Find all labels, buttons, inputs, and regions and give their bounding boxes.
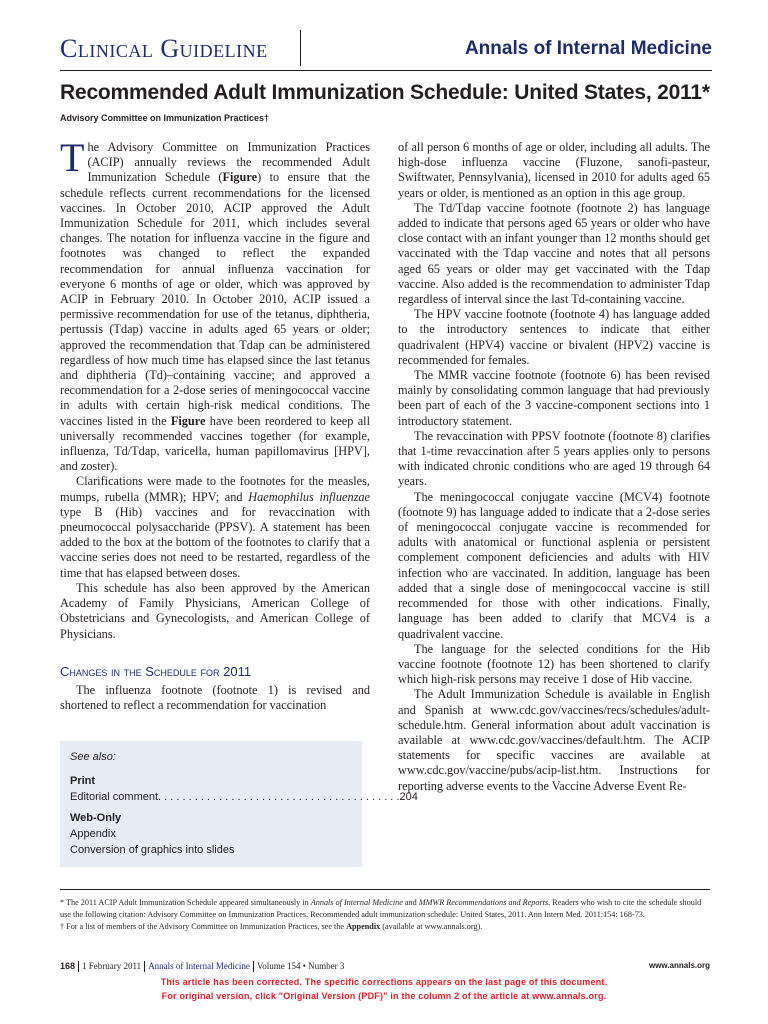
running-header xyxy=(60,30,712,72)
issue-date: 1 February 2011 xyxy=(82,961,142,971)
print-heading: Print xyxy=(70,775,96,787)
influenza-paragraph: The influenza footnote (footnote 1) is revised and shortened to reflect a recommendation for vaccination xyxy=(60,682,370,713)
clarifications-paragraph: Clarifications were made to the footnotes for the measles, mumps, rubella (MMR); HPV; and Haemophilus influenzae type B (Hib) vaccines and for revaccination with pneumococcal polysaccharide (PPSV). A statement has been added to the box at the bottom of the footnotes to clarify that a vaccine series does not need to be restarted, regardless of the time that has elapsed between doses. xyxy=(60,474,370,580)
see-also-label: See also: xyxy=(70,751,116,763)
paragraph: The MMR vaccine footnote (footnote 6) has been revised mainly by consolidating common language that had previously been part of each of the 3 vaccine-component sections into 1 introductory statement. xyxy=(398,368,710,428)
page-number: 168 xyxy=(60,961,76,971)
paragraph: of all person 6 months of age or older, including all adults. The high-dose influenza vaccine (Fluzone, sanofi-pasteur, Swiftwater, Pennsylvania), licensed in 2010 for adults aged 65 years or older, is mentioned as an option in this age group. xyxy=(398,140,710,200)
volume-number: Volume 154 • Number 3 xyxy=(256,961,345,971)
correction-notice: This article has been corrected. The specific corrections appears on the last page of this document. xyxy=(160,977,608,987)
paragraph: The HPV vaccine footnote (footnote 4) has language added to the introductory sentences to indicate that either quadrivalent (HPV4) vaccine or bivalent (HPV2) vaccine is recommended for females. xyxy=(398,307,710,367)
paragraph: The meningococcal conjugate vaccine (MCV4) footnote (footnote 9) has language added to indicate that a 2-dose series of meningococcal conjugate vaccine is recommended for adults with anatomical or functional asplenia or persistent complement component deficiencies and adults with HIV infection who are vaccinated. In addition, language has been added that a single dose of meningococcal vaccine is still recommended for those with other indications. Finally, language has been added to clarify that MCV4 is a quadrivalent vaccine. xyxy=(398,489,710,641)
paragraph: The revaccination with PPSV footnote (footnote 8) clarifies that 1-time revaccination after 5 years applies only to persons with indicated chronic conditions who are aged 19 through 64 years. xyxy=(398,428,710,489)
header-rule xyxy=(60,70,712,71)
page-footer xyxy=(60,961,710,975)
editorial-comment-link[interactable]: Editorial comment. . . . . . . . . . . . . . . . . . . . . . . . . . . . . . . . . . . . . . . . 204 xyxy=(70,791,418,803)
footnote-members: † For a list of members of the Advisory Committee on Immunization Practices, see the Appendix (available at www.annals.org). xyxy=(60,922,483,931)
see-also-box xyxy=(60,741,418,867)
appendix-link[interactable]: Appendix xyxy=(346,922,381,931)
header-divider xyxy=(300,30,301,66)
figure-link[interactable]: Figure xyxy=(170,413,206,428)
approval-paragraph: This schedule has also been approved by the American Academy of Family Physicians, American College of Obstetricians and Gynecologists, and American College of Physicians. xyxy=(60,580,370,641)
web-only-heading: Web-Only xyxy=(70,812,122,824)
appendix-link[interactable]: Appendix xyxy=(70,828,116,840)
article-byline: Advisory Committee on Immunization Practices† xyxy=(60,113,270,123)
section-heading: Changes in the Schedule for 2011 xyxy=(60,663,252,679)
paragraph: The language for the selected conditions for the Hib vaccine footnote (footnote 12) has been shortened to clarify which high-risk persons may receive 1 dose of Hib vaccine. xyxy=(398,641,710,687)
drop-cap: T xyxy=(60,135,85,180)
paragraph: The Adult Immunization Schedule is available in English and Spanish at www.cdc.gov/vaccines/recs/schedules/adult-schedule.htm. General information about adult vaccination is available at www.cdc.gov/vaccines/default.htm. The ACIP statements for specific vaccines are available at www.cdc.gov/vaccine/pubs/acip-list.htm. Instructions for reporting adverse events to the Vaccine Adverse Event Re- xyxy=(398,687,710,793)
paragraph: The Td/Tdap vaccine footnote (footnote 2) has language added to indicate that persons aged 65 years or older who have close contact with an infant younger than 12 months should get vaccinated with the Tdap vaccine and notes that all persons aged 65 years or older may get vaccinated with the Tdap vaccine. Also added is the recommendation to administer Tdap regardless of interval since the last Td-containing vaccine. xyxy=(398,200,710,307)
footnotes xyxy=(60,897,710,933)
original-version-notice[interactable]: For original version, click "Original Version (PDF)" in the column 2 of the article at www.annals.org. xyxy=(161,991,607,1001)
footnote-citation: * The 2011 ACIP Adult Immunization Schedule appeared simultaneously in Annals of Internal Medicine and MMWR Recommendations and Reports. Readers who wish to cite the schedule should use the following citation: Advisory Committee on Immunization Practices. Recommended adult immunization schedule: United States, 2011. Ann Intern Med. 2011:154: 168-73. xyxy=(60,898,702,919)
journal-name: Annals of Internal Medicine xyxy=(464,38,712,59)
footnote-rule xyxy=(60,889,710,890)
footer-journal: Annals of Internal Medicine xyxy=(148,961,250,971)
right-column xyxy=(398,140,710,794)
section-label: Clinical Guideline xyxy=(60,34,268,63)
left-column xyxy=(60,135,371,713)
editorial-page: 204 xyxy=(399,791,418,803)
article-title: Recommended Adult Immunization Schedule: United States, 2011* xyxy=(60,81,710,104)
journal-url[interactable]: www.annals.org xyxy=(648,961,710,970)
slides-link[interactable]: Conversion of graphics into slides xyxy=(70,844,235,856)
figure-link[interactable]: Figure xyxy=(222,170,258,185)
intro-paragraph: The Advisory Committee on Immunization Practices (ACIP) annually reviews the recommended Adult Immunization Schedule (Figure) to ensure that the schedule reflects current recommendations for the licensed vaccines. In October 2010, ACIP approved the Adult Immunization Schedule for 2011, which includes several changes. The notation for influenza vaccine in the figure and footnotes was changed to reflect the expanded recommendation for annual influenza vaccination for everyone 6 months of age or older, which was approved by ACIP in February 2010. In October 2010, ACIP issued a permissive recommendation for use of the tetanus, diphtheria, pertussis (Tdap) vaccine in adults aged 65 years or older; approved the recommendation that Tdap can be administered regardless of how much time has elapsed since the last tetanus and diphtheria (Td)–containing vaccine; and approved a recommendation for a 2-dose series of meningococcal vaccine in adults with certain high-risk medical conditions. The vaccines listed in the Figure have been reordered to keep all universally recommended vaccines together (for example, influenza, Td/Tdap, varicella, human papillomavirus [HPV], and zoster). xyxy=(60,135,371,474)
